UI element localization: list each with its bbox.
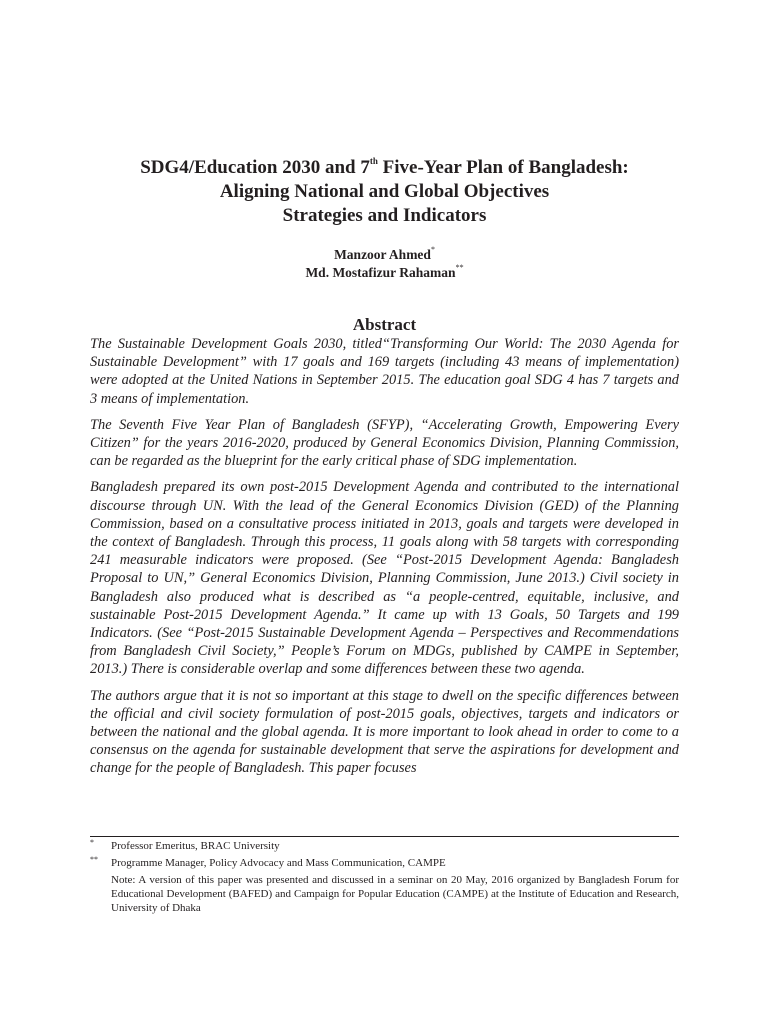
abstract-paragraph: The authors argue that it is not so important at this stage to dwell on the specific differences between the official and civil society formulation of post-2015 goals, objectives, targets and indicators or between the national and the global agenda. It is more important to look ahead in order to come to a consensus on the agenda for sustainable development that serve the aspirations for development and change for the people of Bangladesh. This paper focuses (90, 687, 679, 777)
author-footnote-mark: * (430, 245, 435, 254)
title-line-1 (90, 156, 679, 180)
footnote-note (90, 873, 679, 915)
abstract-paragraph: The Sustainable Development Goals 2030, titled“Transforming Our World: The 2030 Agenda for Sustainable Development” with 17 goals and 169 targets (including 43 means of implementation) were adopted at the United Nations in September 2015. The education goal SDG 4 has 7 targets and 3 means of implementation. (90, 336, 679, 407)
abstract-paragraph: Bangladesh prepared its own post-2015 Development Agenda and contributed to the international discourse through UN. With the lead of the General Economics Division (GED) of the Planning Commission, based on a consultative process initiated in 2013, goals and targets were developed in the context of Bangladesh. Through this process, 11 goals along with 58 targets with corresponding 241 measurable indicators were proposed. (See “Post-2015 Development Agenda: Bangladesh Proposal to UN,” General Economics Division, Planning Commission, June 2013.) Civil society in Bangladesh also produced what is described as “a people-centred, equitable, inclusive, and sustainable Post-2015 Development Agenda.” It came up with 13 Goals, 50 Targets and 199 Indicators. (See “Post-2015 Sustainable Development Agenda – Perspectives and Recommendations from Bangladesh Civil Society,” People’s Forum on MDGs, published by CAMPE in September, 2013.) There is considerable overlap and some differences between these two agenda. (90, 479, 679, 678)
footnotes (90, 839, 679, 918)
paper-title (90, 156, 679, 228)
footnote-text: Programme Manager, Policy Advocacy and Mass Communication, CAMPE (111, 857, 446, 869)
author-list (90, 246, 679, 282)
footnote-divider (90, 836, 679, 837)
author-footnote-mark: ** (455, 263, 464, 272)
footnote-2 (90, 856, 679, 870)
author-name: Md. Mostafizur Rahaman (305, 265, 456, 280)
footnote-mark: * (90, 838, 94, 847)
footnote-mark: ** (90, 855, 98, 864)
paper-page (90, 0, 679, 1024)
title-line-1-start: SDG4/Education 2030 and 7 (140, 157, 370, 178)
author-1 (90, 246, 679, 264)
author-name: Manzoor Ahmed (334, 247, 431, 262)
abstract-body (90, 335, 679, 786)
abstract-heading: Abstract (352, 315, 417, 334)
title-line-2: Aligning National and Global Objectives (219, 181, 550, 202)
footnote-text: Professor Emeritus, BRAC University (111, 840, 280, 852)
title-line-1-end: Five-Year Plan of Bangladesh: (377, 157, 629, 178)
author-2 (90, 264, 679, 282)
title-ordinal-superscript: th (369, 156, 378, 166)
title-line-3: Strategies and Indicators (282, 205, 487, 226)
abstract-paragraph: The Seventh Five Year Plan of Bangladesh (SFYP), “Accelerating Growth, Empowering Every Citizen” for the years 2016-2020, produced by General Economics Division, Planning Commission, can be regarded as the blueprint for the early critical phase of SDG implementation. (90, 416, 679, 470)
footnote-1 (90, 839, 679, 853)
footnote-text: Note: A version of this paper was presented and discussed in a seminar on 20 May, 2016 organized by Bangladesh Forum for Educational Development (BAFED) and Campaign for Popular Education (CAMPE) at the Institute of Education and Research, University of Dhaka (111, 874, 679, 914)
